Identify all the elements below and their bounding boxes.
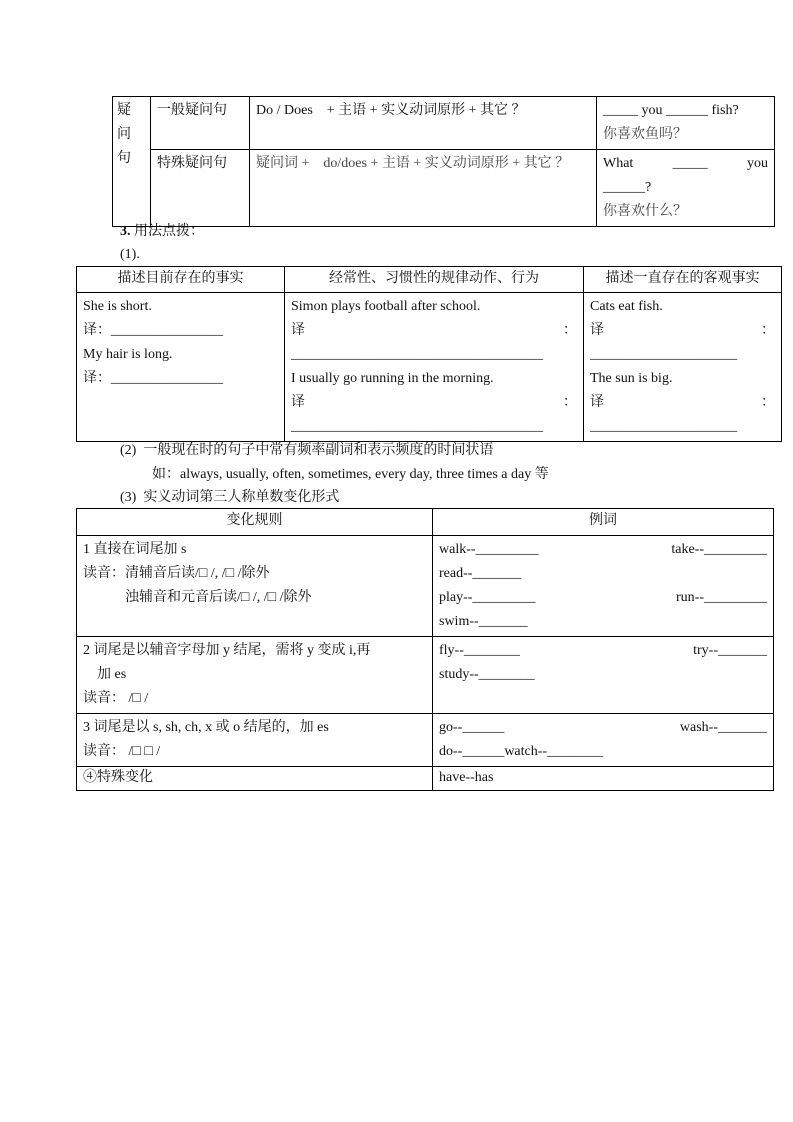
- sentence: I usually go running in the morning.: [291, 371, 494, 386]
- type-cell: 特殊疑问句: [151, 150, 250, 227]
- header-cell: 描述目前存在的事实: [77, 267, 285, 293]
- rule-text: 2 词尾是以辅音字母加 y 结尾，需将 y 变成 i,再: [83, 643, 371, 658]
- header-cell: 经常性、习惯性的规律动作、行为: [285, 267, 584, 293]
- example-word: What: [603, 156, 634, 171]
- sentence: Cats eat fish.: [590, 299, 663, 314]
- type-cell: 一般疑问句: [151, 97, 250, 150]
- example-word: run--_________: [676, 590, 767, 605]
- translation-blank: ____________________________________: [291, 419, 543, 434]
- note-2: [120, 441, 493, 461]
- example-word: read--_______: [439, 566, 522, 581]
- category-text: 疑问句: [117, 103, 131, 166]
- example-word: play--_________: [439, 590, 536, 605]
- usage-table: [76, 266, 782, 442]
- colon: ：: [761, 395, 775, 410]
- rule-text: 读音： /□ /: [83, 691, 149, 706]
- rule-cell: [77, 637, 433, 714]
- rule-text: 1 直接在词尾加 s: [83, 542, 187, 557]
- structure-cell: 疑问词 + do/does + 主语 + 实义动词原形 + 其它 ？: [250, 150, 597, 227]
- rules-table: [76, 508, 774, 791]
- rule-cell: [77, 714, 433, 767]
- translation-label: 译: [291, 395, 305, 410]
- note-label: (2): [120, 443, 137, 458]
- example-word: go--______: [439, 720, 505, 735]
- translation-blank: 译：________________: [83, 323, 223, 338]
- example-word: try--_______: [693, 643, 767, 658]
- note-text: 实义动词第三人称单数变化形式: [143, 490, 340, 505]
- question-table: [112, 96, 775, 227]
- rule-text: 读音：清辅音后读/□ /, /□ /除外: [83, 566, 270, 581]
- note-text: 一般现在时的句子中常有频率副词和表示频度的时间状语: [143, 443, 494, 458]
- example-word: walk--_________: [439, 542, 539, 557]
- example-word: take--_________: [671, 542, 767, 557]
- blank: ______?: [603, 180, 652, 195]
- example-word: you: [746, 156, 768, 171]
- sub-label: (1).: [120, 247, 140, 262]
- heading-text: 用法点拨：: [134, 224, 204, 239]
- example-word: wash--_______: [679, 720, 767, 735]
- examples-cell: have--has: [433, 767, 774, 791]
- sentence: My hair is long.: [83, 347, 173, 362]
- translation-blank: ____________________________________: [291, 347, 543, 362]
- examples-cell: [433, 637, 774, 714]
- rule-cell: [77, 536, 433, 637]
- sentence: The sun is big.: [590, 371, 673, 386]
- example-cell: [597, 150, 775, 227]
- rule-cell: ④特殊变化: [77, 767, 433, 791]
- note-3: [120, 488, 339, 508]
- header-cell: 变化规则: [77, 509, 433, 536]
- sentence: Simon plays football after school.: [291, 299, 481, 314]
- example-word: fly--________: [439, 643, 520, 658]
- colon: ：: [761, 323, 775, 338]
- example-zh: 你喜欢鱼吗？: [603, 127, 687, 142]
- colon: ：: [563, 395, 577, 410]
- heading-num: 3.: [120, 224, 131, 239]
- structure-cell: Do / Does + 主语 + 实义动词原形 + 其它 ？: [250, 97, 597, 150]
- blank: _____: [672, 156, 708, 171]
- example-word: study--________: [439, 667, 535, 682]
- example-en: _____ you ______ fish?: [603, 103, 739, 118]
- example-zh: 你喜欢什么？: [603, 204, 687, 219]
- example-word: do--______watch--________: [439, 744, 604, 759]
- translation-label: 译: [291, 323, 305, 338]
- rule-text: 读音： /□ □ /: [83, 744, 161, 759]
- examples-cell: [433, 714, 774, 767]
- usage-cell: [584, 293, 782, 442]
- rule-text: 浊辅音和元音后读/□ /, /□ /除外: [83, 590, 312, 605]
- usage-cell: [77, 293, 285, 442]
- translation-label: 译: [590, 323, 604, 338]
- rule-text: 3 词尾是以 s, sh, ch, x 或 o 结尾的，加 es: [83, 720, 329, 735]
- examples-cell: [433, 536, 774, 637]
- translation-blank: _____________________: [590, 419, 737, 434]
- translation-blank: _____________________: [590, 347, 737, 362]
- header-cell: 例词: [433, 509, 774, 536]
- section-heading: [120, 222, 204, 242]
- colon: ：: [563, 323, 577, 338]
- example-cell: [597, 97, 775, 150]
- header-cell: 描述一直存在的客观事实: [584, 267, 782, 293]
- translation-blank: 译：________________: [83, 371, 223, 386]
- rule-text: 加 es: [83, 667, 127, 682]
- note-label: (3): [120, 490, 137, 505]
- usage-cell: [285, 293, 584, 442]
- sentence: She is short.: [83, 299, 152, 314]
- category-cell: [113, 97, 151, 227]
- translation-label: 译: [590, 395, 604, 410]
- example-word: swim--_______: [439, 614, 528, 629]
- note-2-examples: 如：always, usually, often, sometimes, every day, three times a day 等: [152, 467, 549, 482]
